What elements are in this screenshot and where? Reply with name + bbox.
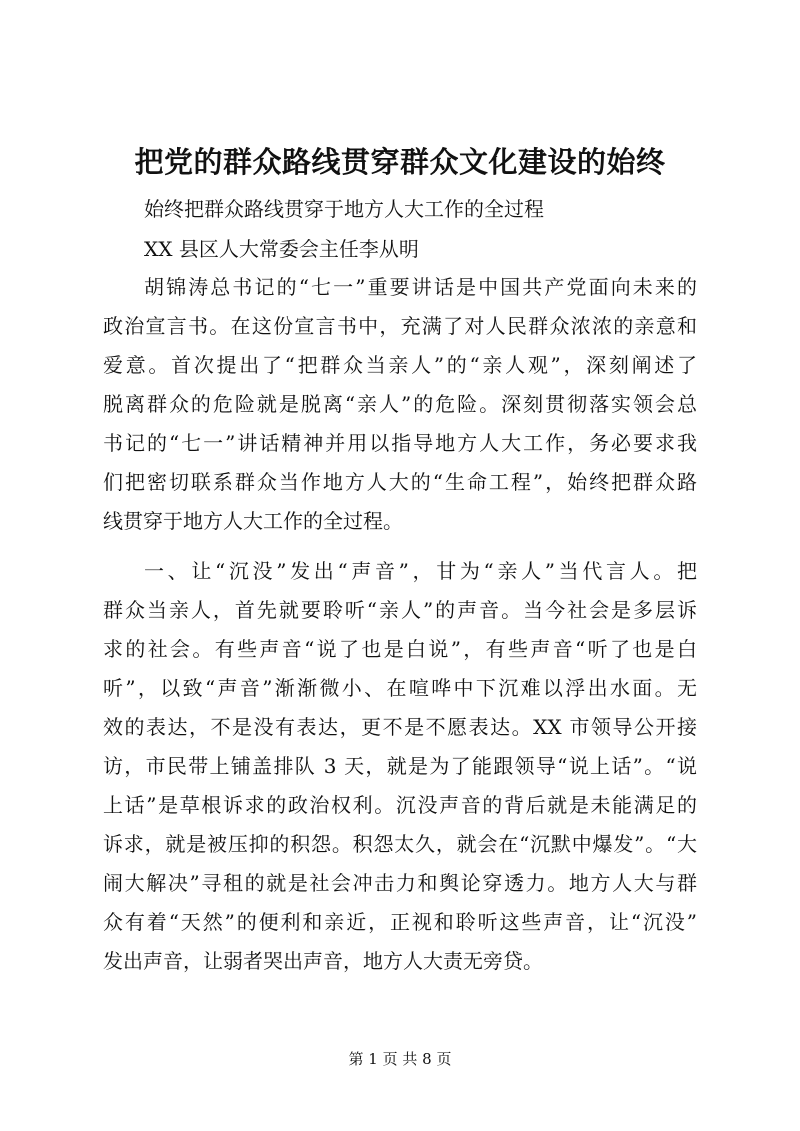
paragraph-line: 线贯穿于地方人大工作的全过程。	[103, 509, 403, 533]
paragraph-line: 们把密切联系群众当作地方人大的“生命工程”，始终把群众路	[103, 470, 697, 494]
paragraph-line: 一、让“沉没”发出“声音”，甘为“亲人”当代言人。把	[144, 559, 697, 583]
paragraph-line: 效的表达，不是没有表达，更不是不愿表达。XX 市领导公开接	[103, 715, 697, 739]
paragraph-line: 闹大解决”寻租的就是社会冲击力和舆论穿透力。地方人大与群	[103, 871, 697, 895]
paragraph-line: 胡锦涛总书记的“七一”重要讲话是中国共产党面向未来的	[144, 275, 697, 299]
paragraph-line: 脱离群众的危险就是脱离“亲人”的危险。深刻贯彻落实领会总	[103, 392, 697, 416]
paragraph-line: 发出声音，让弱者哭出声音，地方人大责无旁贷。	[103, 949, 543, 973]
paragraph-line: 群众当亲人，首先就要聆听“亲人”的声音。当今社会是多层诉	[103, 598, 697, 622]
paragraph-line: 听”，以致“声音”渐渐微小、在喧哗中下沉难以浮出水面。无	[103, 676, 697, 700]
paragraph-line: 诉求，就是被压抑的积怨。积怨太久，就会在“沉默中爆发”。“大	[103, 832, 697, 856]
page-number-footer: 第 1 页 共 8 页	[348, 1050, 452, 1068]
paragraph-line: 上话”是草根诉求的政治权利。沉没声音的背后就是未能满足的	[103, 793, 697, 817]
paragraph-line: 众有着“天然”的便利和亲近，正视和聆听这些声音，让“沉没”	[103, 910, 697, 934]
document-subtitle: 始终把群众路线贯穿于地方人大工作的全过程	[144, 197, 544, 221]
paragraph-line: 求的社会。有些声音“说了也是白说”，有些声音“听了也是白	[103, 637, 697, 661]
paragraph-line: 政治宣言书。在这份宣言书中，充满了对人民群众浓浓的亲意和	[103, 314, 697, 338]
document-author: XX 县区人大常委会主任李从明	[144, 237, 419, 261]
paragraph-line: 爱意。首次提出了“把群众当亲人”的“亲人观”，深刻阐述了	[103, 353, 697, 377]
paragraph-line: 访，市民带上铺盖排队 3 天，就是为了能跟领导“说上话”。“说	[103, 754, 697, 778]
document-title: 把党的群众路线贯穿群众文化建设的始终	[134, 145, 666, 179]
paragraph-line: 书记的“七一”讲话精神并用以指导地方人大工作，务必要求我	[103, 431, 697, 455]
